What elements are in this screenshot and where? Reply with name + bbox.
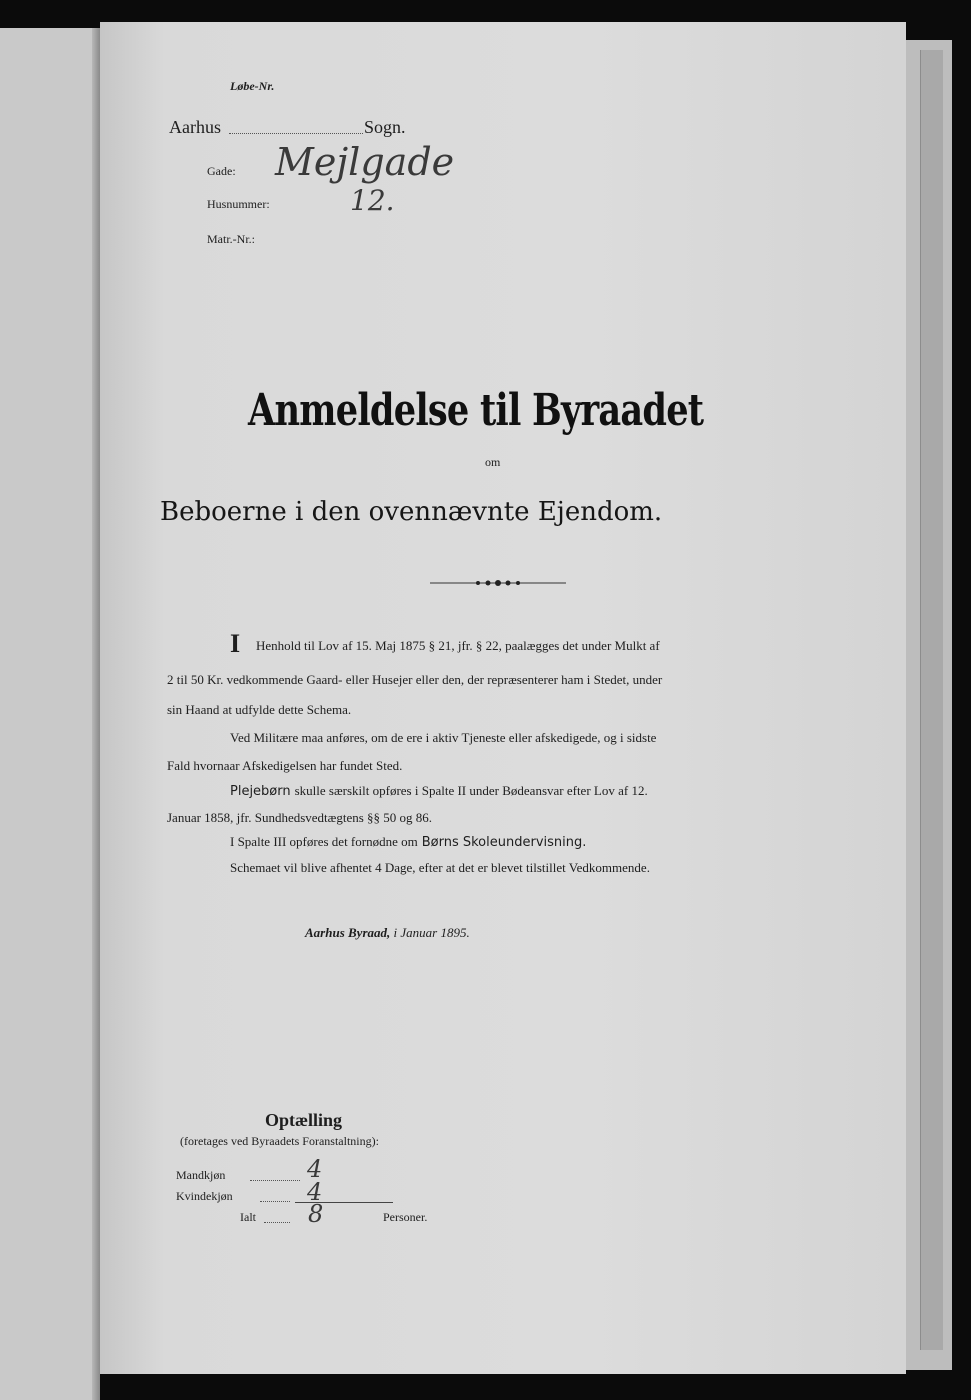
male-dots	[250, 1180, 300, 1181]
total-dots	[264, 1222, 290, 1223]
female-dots	[260, 1201, 290, 1202]
sogn-label: Sogn.	[364, 117, 406, 137]
para2-line1: Ved Militære maa anføres, om de ere i aktiv Tjeneste eller afskedigede, og i sidste	[230, 730, 657, 745]
city-label: Aarhus	[169, 117, 221, 137]
lobe-nr-label: Løbe-Nr.	[230, 79, 275, 93]
issuer-date: i Januar 1895.	[393, 925, 470, 940]
para1-line2: 2 til 50 Kr. vedkommende Gaard- eller Husejer eller den, der repræsenterer ham i Stedet, under	[167, 672, 663, 687]
document-title: Anmeldelse til Byraadet	[248, 385, 704, 436]
left-facing-page	[0, 28, 100, 1400]
para2-line2: Fald hvornaar Afskedigelsen har fundet Sted.	[167, 758, 403, 773]
issuer-org: Aarhus Byraad,	[305, 925, 391, 940]
para3-line2: Januar 1858, jfr. Sundhedsvedtægtens §§ 50 og 86.	[167, 810, 433, 825]
para3-line1-rest: skulle særskilt opføres i Spalte II under Bødeansvar efter Lov af 12.	[294, 783, 648, 798]
skoleundervisning-emphasis: Børns Skoleundervisning.	[421, 835, 587, 850]
husnummer-handwritten-value: 12.	[350, 184, 395, 217]
document-subtitle: Beboerne i den ovennævnte Ejendom.	[160, 497, 663, 527]
male-handwritten-value: 4	[307, 1155, 323, 1183]
para4	[230, 833, 586, 851]
para4-start: I Spalte III opføres det fornødne om	[230, 834, 418, 849]
issuer-line	[305, 925, 470, 941]
plejeborn-emphasis: Plejebørn	[230, 784, 291, 799]
ornament-divider	[430, 578, 566, 588]
para3-line1	[230, 782, 648, 800]
title-om: om	[485, 455, 501, 469]
male-label: Mandkjøn	[176, 1168, 226, 1182]
husnummer-label: Husnummer:	[207, 197, 270, 211]
gade-label: Gade:	[207, 164, 236, 178]
gade-handwritten-value: Mejlgade	[275, 140, 455, 184]
count-heading: Optælling	[265, 1110, 343, 1130]
sogn-dotted-line	[229, 133, 363, 134]
document-page	[100, 22, 906, 1374]
count-note: (foretages ved Byraadets Foranstaltning):	[180, 1134, 379, 1148]
para5: Schemaet vil blive afhentet 4 Dage, efter at det er blevet tilstillet Vedkommende.	[230, 860, 650, 875]
para1-line3: sin Haand at udfylde dette Schema.	[167, 702, 352, 717]
persons-label: Personer.	[383, 1210, 428, 1224]
female-label: Kvindekjøn	[176, 1189, 233, 1203]
drop-initial: I	[230, 629, 241, 658]
female-handwritten-value: 4	[307, 1178, 323, 1206]
page-stack-edge	[900, 40, 952, 1370]
total-label: Ialt	[240, 1210, 256, 1224]
para1-line1: Henhold til Lov af 15. Maj 1875 § 21, jfr. § 22, paalægges det under Mulkt af	[256, 638, 660, 653]
matr-nr-label: Matr.-Nr.:	[207, 232, 255, 246]
total-handwritten-value: 8	[308, 1200, 324, 1228]
